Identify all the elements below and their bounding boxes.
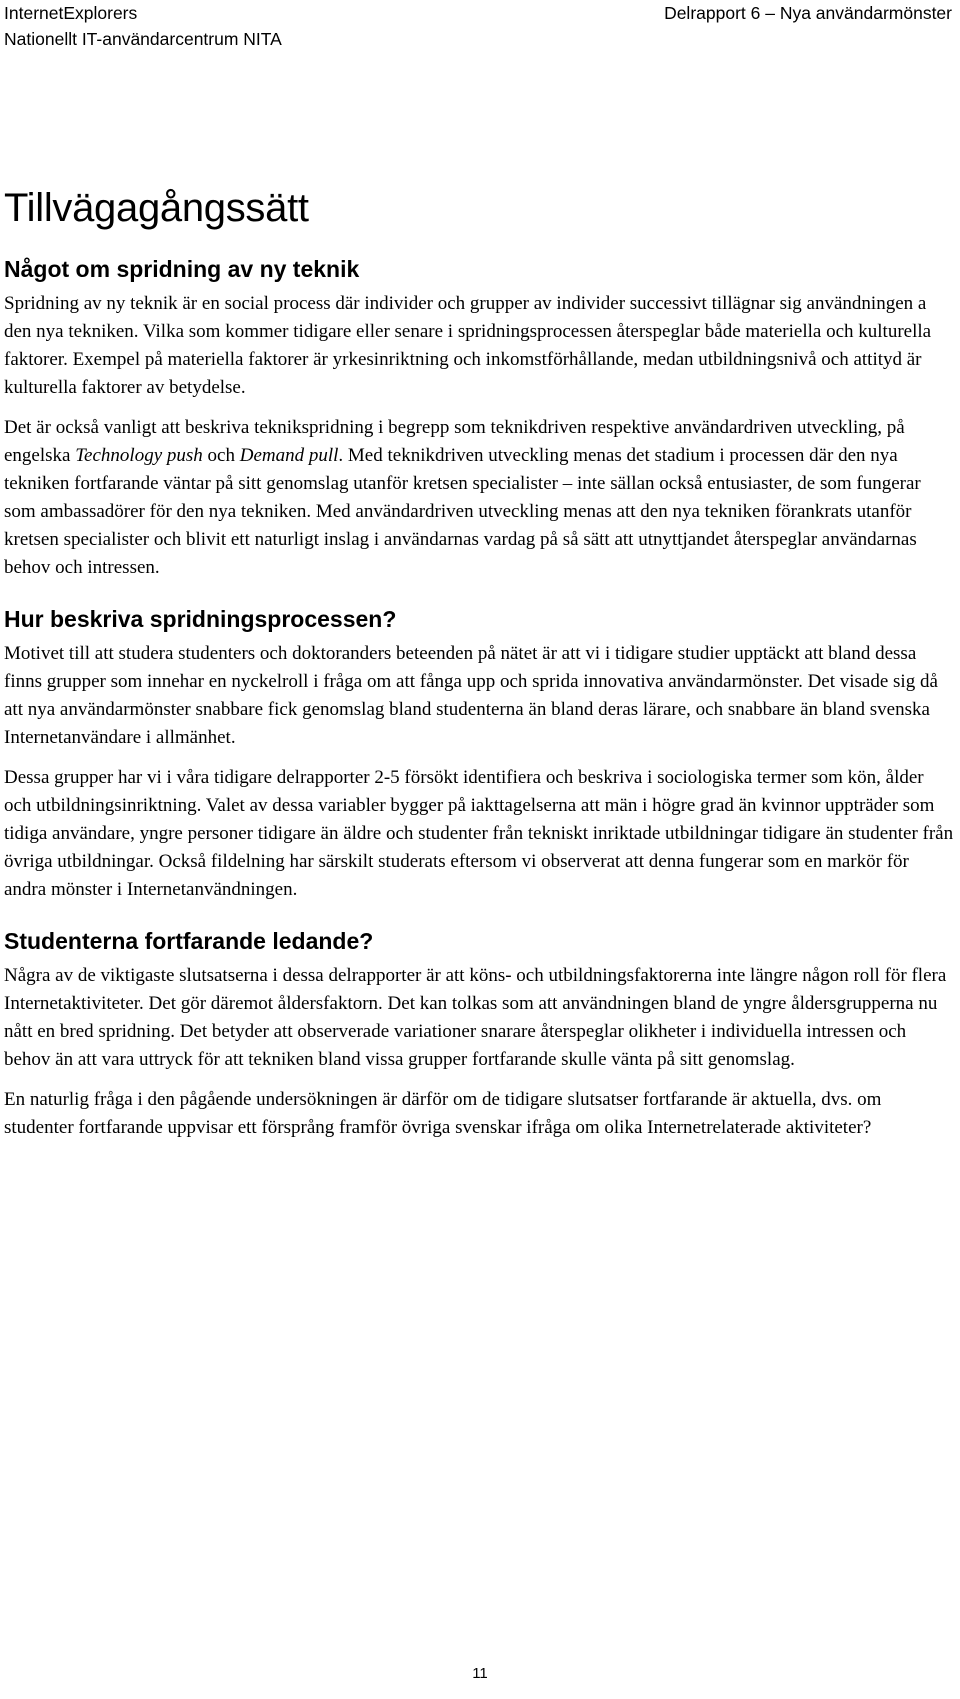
section-spridningsprocessen bbox=[4, 604, 954, 904]
page-title: Tillvägagångssätt bbox=[4, 186, 309, 230]
term-technology-push: Technology push bbox=[75, 445, 203, 466]
paragraph: En naturlig fråga i den pågående undersökningen är därför om de tidigare slutsatser fortfarande är aktuella, dvs. om studenter fortfarande uppvisar ett försprång framför övriga svenskar ifråga om olika Internetrelaterade aktiviteter? bbox=[4, 1089, 882, 1138]
paragraph-text: . Med teknikdriven utveckling menas det stadium i processen där den nya tekniken fortfarande väntar på sitt genomslag utanför kretsen specialister – inte sällan också entusiaster, de som fungerar som ambassadörer för den nya tekniken. Med användardriven utveckling menas att den nya tekniken förankrats utanför kretsen specialister och blivit ett naturligt inslag i användarnas vardag på så sätt att utnyttjandet återspeglar användarnas behov och intressen. bbox=[4, 445, 921, 578]
section-heading: Studenterna fortfarande ledande? bbox=[4, 928, 374, 954]
paragraph: Några av de viktigaste slutsatserna i dessa delrapporter är att köns- och utbildningsfaktorerna inte längre någon roll för flera Internetaktiviteter. Det gör däremot åldersfaktorn. Det kan tolkas som att användningen bland de yngre åldersgrupperna nu nått en bred spridning. Det betyder att observerade variationer snarare återspeglar olikheter i individuella intressen och behov än att vara uttryck för att tekniken bland vissa grupper fortfarande skulle vänta på sitt genomslag. bbox=[4, 965, 947, 1070]
paragraph-text: och bbox=[202, 445, 240, 466]
header-report-title: Delrapport 6 – Nya användarmönster bbox=[664, 3, 952, 23]
section-spridning bbox=[4, 254, 954, 582]
header-left bbox=[4, 0, 524, 52]
term-demand-pull: Demand pull bbox=[239, 445, 339, 466]
paragraph: Dessa grupper har vi i våra tidigare delrapporter 2-5 försökt identifiera och beskriva i sociologiska termer som kön, ålder och utbildningsinriktning. Valet av dessa variabler bygger på iakttagelserna att män i högre grad än kvinnor uppträder som tidiga användare, yngre personer tidigare än äldre och studenter från tekniskt inriktade utbildningar tidigare än studenter från övriga utbildningar. Också fildelning har särskilt studerats eftersom vi observerat att denna fungerar som en markör för andra mönster i Internetanvändningen. bbox=[4, 767, 954, 900]
header-center-name: Nationellt IT-användarcentrum NITA bbox=[4, 29, 282, 49]
header-right bbox=[664, 0, 952, 26]
paragraph-text: Det är också vanligt att beskriva teknikspridning i begrepp som teknikdriven respektive användardriven utveckling, på engelska bbox=[4, 417, 905, 466]
section-heading: Något om spridning av ny teknik bbox=[4, 256, 360, 282]
page-number: 11 bbox=[472, 1665, 488, 1682]
paragraph: Spridning av ny teknik är en social process där individer och grupper av individer successivt tillägnar sig användningen a den nya tekniken. Vilka som kommer tidigare eller senare i spridningsprocessen återspeglar både materiella och kulturella faktorer. Exempel på materiella faktorer är yrkesinriktning och inkomstförhållande, medan utbildningsnivå och attityd är kulturella faktorer av betydelse. bbox=[4, 293, 932, 398]
document-body bbox=[4, 184, 954, 1164]
paragraph: Motivet till att studera studenters och doktoranders beteenden på nätet är att vi i tidigare studier upptäckt att bland dessa finns grupper som innehar en nyckelroll i fråga om att fånga upp och sprida innovativa användarmönster. Det visade sig då att nya användarmönster snabbare fick genomslag bland studenterna än bland deras lärare, och snabbare än bland svenska Internetanvändare i allmänhet. bbox=[4, 643, 938, 748]
paragraph-push-pull bbox=[4, 414, 954, 582]
section-heading: Hur beskriva spridningsprocessen? bbox=[4, 606, 397, 632]
section-studenterna bbox=[4, 926, 954, 1142]
header-organization: InternetExplorers bbox=[4, 3, 138, 23]
